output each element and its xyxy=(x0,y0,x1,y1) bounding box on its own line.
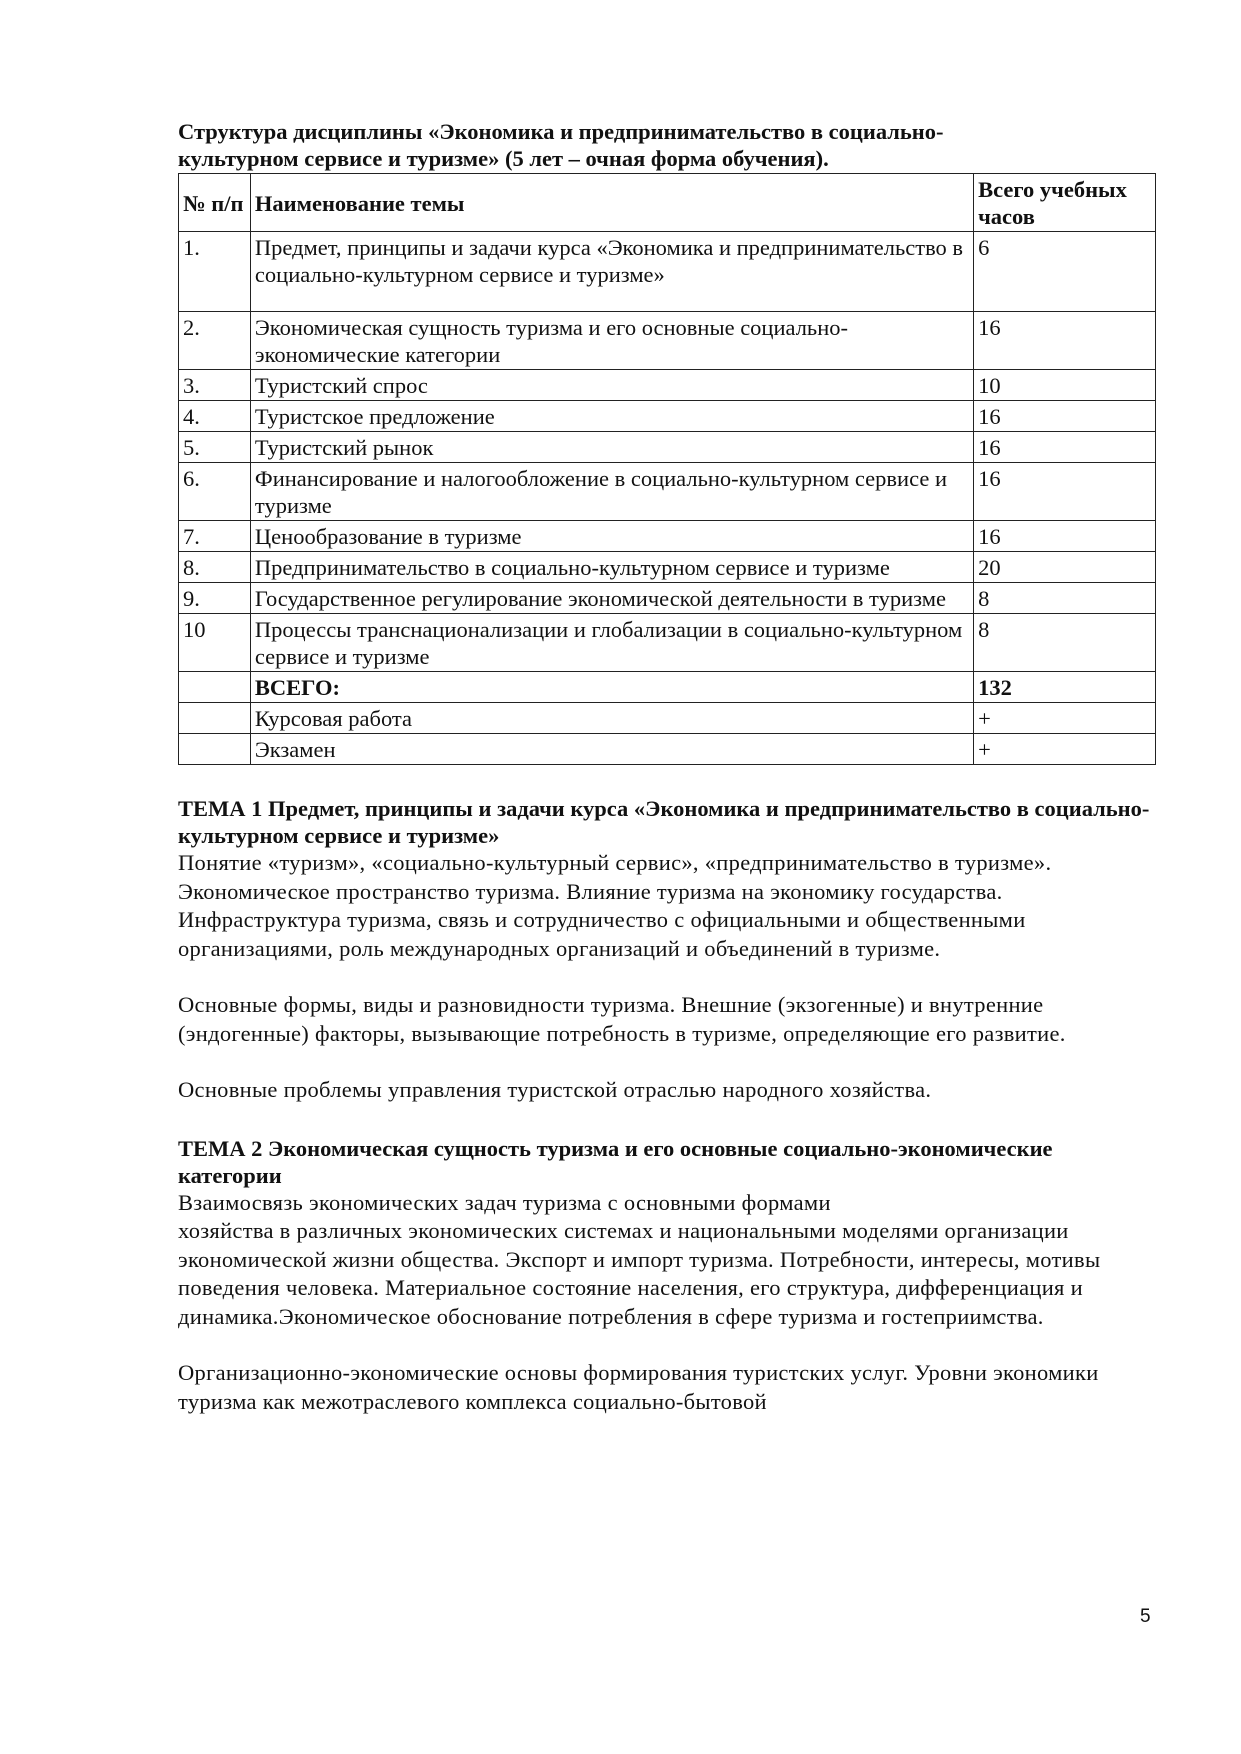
table-row xyxy=(179,463,1156,521)
extra-value: + xyxy=(974,734,1156,765)
table-total-row xyxy=(179,672,1156,703)
tema2-paragraph-2: Организационно-экономические основы формирования туристских услуг. Уровни экономики туризма как межотраслевого комплекса социально-бытовой xyxy=(178,1360,1099,1414)
extra-number-cell xyxy=(179,703,251,734)
tema1-paragraph-3: Основные проблемы управления туристской отраслью народного хозяйства. xyxy=(178,1077,932,1102)
row-hours: 16 xyxy=(974,463,1156,521)
table-extra-row xyxy=(179,703,1156,734)
row-number: 10 xyxy=(179,614,251,672)
row-topic: Ценообразование в туризме xyxy=(250,521,973,552)
extra-value: + xyxy=(974,703,1156,734)
row-number: 6. xyxy=(179,463,251,521)
tema1-title: ТЕМА 1 Предмет, принципы и задачи курса «Экономика и предпринимательство в социально-культурном сервисе и туризме» xyxy=(178,796,1150,848)
row-topic: Туристский спрос xyxy=(250,370,973,401)
row-hours: 8 xyxy=(974,614,1156,672)
tema2-title: ТЕМА 2 Экономическая сущность туризма и его основные социально-экономические категории xyxy=(178,1135,1053,1188)
tema1-paragraph-1: Понятие «туризм», «социально-культурный сервис», «предпринимательство в туризме». Экономическое пространство туризма. Влияние туризма на экономику государства. Инфраструктура туризма, связь и сотрудничество с официальными и общественными организациями, роль международных организаций и объединений в туризме. xyxy=(178,850,1052,961)
table-row xyxy=(179,552,1156,583)
row-topic: Туристский рынок xyxy=(250,432,973,463)
row-hours: 8 xyxy=(974,583,1156,614)
header-topic: Наименование темы xyxy=(250,174,973,232)
row-topic: Предмет, принципы и задачи курса «Экономика и предпринимательство в социально-культурном сервисе и туризме» xyxy=(250,232,973,312)
row-number: 7. xyxy=(179,521,251,552)
total-number-cell xyxy=(179,672,251,703)
table-header-row xyxy=(179,174,1156,232)
row-number: 4. xyxy=(179,401,251,432)
row-hours: 20 xyxy=(974,552,1156,583)
row-number: 2. xyxy=(179,312,251,370)
row-number: 5. xyxy=(179,432,251,463)
row-hours: 16 xyxy=(974,432,1156,463)
table-row xyxy=(179,370,1156,401)
table-row xyxy=(179,583,1156,614)
extra-number-cell xyxy=(179,734,251,765)
table-row xyxy=(179,232,1156,312)
row-topic: Туристское предложение xyxy=(250,401,973,432)
tema2-paragraph-1-line1: Взаимосвязь экономических задач туризма с основными формами xyxy=(178,1189,831,1215)
row-hours: 10 xyxy=(974,370,1156,401)
structure-table xyxy=(178,173,1156,765)
page-number: 5 xyxy=(1140,1606,1151,1627)
row-number: 8. xyxy=(179,552,251,583)
row-topic: Процессы транснационализации и глобализации в социально-культурном сервисе и туризме xyxy=(250,614,973,672)
row-number: 9. xyxy=(179,583,251,614)
row-topic: Финансирование и налогообложение в социально-культурном сервисе и туризме xyxy=(250,463,973,521)
total-hours: 132 xyxy=(974,672,1156,703)
table-row xyxy=(179,432,1156,463)
table-extra-row xyxy=(179,734,1156,765)
extra-label: Экзамен xyxy=(250,734,973,765)
tema2-paragraph-1 xyxy=(178,1189,1156,1332)
row-topic: Экономическая сущность туризма и его основные социально-экономические категории xyxy=(250,312,973,370)
row-topic: Предпринимательство в социально-культурном сервисе и туризме xyxy=(250,552,973,583)
table-row xyxy=(179,521,1156,552)
header-hours: Всего учебных часов xyxy=(974,174,1156,232)
total-label: ВСЕГО: xyxy=(250,672,973,703)
row-hours: 16 xyxy=(974,312,1156,370)
header-number: № п/п xyxy=(179,174,251,232)
structure-heading-line1: Структура дисциплины «Экономика и предпринимательство в социально- xyxy=(178,119,944,144)
table-row xyxy=(179,312,1156,370)
row-topic: Государственное регулирование экономической деятельности в туризме xyxy=(250,583,973,614)
row-hours: 6 xyxy=(974,232,1156,312)
extra-label: Курсовая работа xyxy=(250,703,973,734)
tema2-paragraph-1-rest: хозяйства в различных экономических системах и национальными моделями организации экономической жизни общества. Экспорт и импорт туризма. Потребности, интересы, мотивы поведения человека. Материальное состояние населения, его структура, дифференциация и динамика.Экономическое обоснование потребления в сфере туризма и гостеприимства. xyxy=(178,1218,1101,1329)
structure-heading xyxy=(178,118,1156,172)
document-page xyxy=(178,118,1156,1416)
table-row xyxy=(179,614,1156,672)
tema1-paragraph-2: Основные формы, виды и разновидности туризма. Внешние (экзогенные) и внутренние (эндогенные) факторы, вызывающие потребность в туризме, определяющие его развитие. xyxy=(178,992,1066,1046)
structure-heading-line2: культурном сервисе и туризме» (5 лет – очная форма обучения). xyxy=(178,146,829,171)
table-row xyxy=(179,401,1156,432)
row-hours: 16 xyxy=(974,401,1156,432)
row-number: 3. xyxy=(179,370,251,401)
row-hours: 16 xyxy=(974,521,1156,552)
row-number: 1. xyxy=(179,232,251,312)
